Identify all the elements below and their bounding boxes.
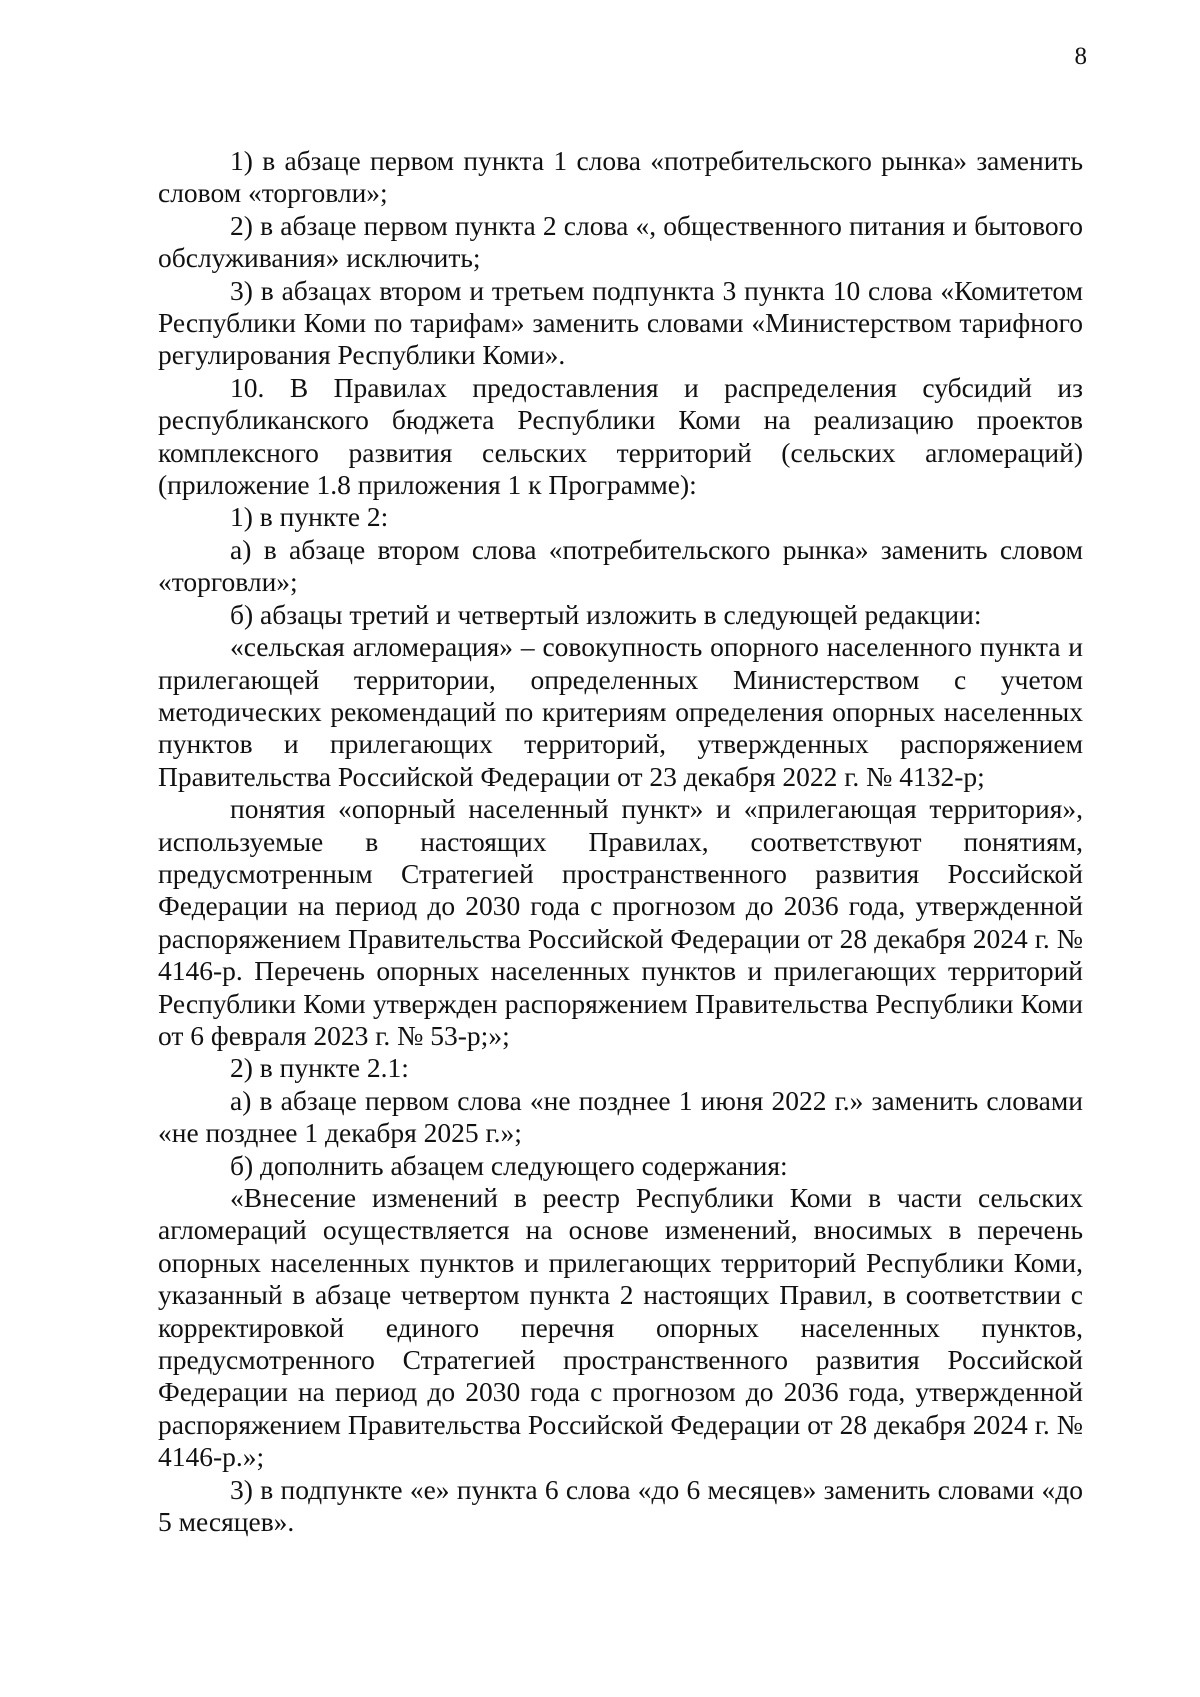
paragraph: «Внесение изменений в реестр Республики Коми в части сельских агломераций осуществляется на основе изменений, вносимых в перечень опорных населенных пунктов и прилегающих территорий Республики Коми, указанный в абзаце четвертом пункта 2 настоящих Правил, в соответствии с корректировкой единого перечня опорных населенных пунктов, предусмотренного Стратегией пространственного развития Российской Федерации на период до 2030 года с прогнозом до 2036 года, утвержденной распоряжением Правительства Российской Федерации от 28 декабря 2024 г. № 4146-р.»;: [158, 1182, 1083, 1473]
paragraph: 2) в пункте 2.1:: [230, 1052, 409, 1084]
page-number: 8: [1074, 43, 1087, 70]
paragraph: 1) в абзаце первом пункта 1 слова «потребительского рынка» заменить словом «торговли»;: [158, 145, 1083, 209]
paragraph: понятия «опорный населенный пункт» и «прилегающая территория», используемые в настоящих Правилах, соответствуют понятиям, предусмотренным Стратегией пространственного развития Российской Федерации на период до 2030 года с прогнозом до 2036 года, утвержденной распоряжением Правительства Российской Федерации от 28 декабря 2024 г. № 4146-р. Перечень опорных населенных пунктов и прилегающих территорий Республики Коми утвержден распоряжением Правительства Республики Коми от 6 февраля 2023 г. № 53-р;»;: [158, 793, 1083, 1051]
paragraph: 3) в абзацах втором и третьем подпункта 3 пункта 10 слова «Комитетом Республики Коми по тарифам» заменить словами «Министерством тарифного регулирования Республики Коми».: [158, 274, 1083, 371]
paragraph: а) в абзаце первом слова «не позднее 1 июня 2022 г.» заменить словами «не позднее 1 декабря 2025 г.»;: [158, 1084, 1083, 1149]
paragraph: б) абзацы третий и четвертый изложить в следующей редакции:: [230, 598, 982, 630]
paragraph: б) дополнить абзацем следующего содержания:: [230, 1149, 788, 1181]
paragraph: а) в абзаце втором слова «потребительского рынка» заменить словом «торговли»;: [158, 533, 1083, 598]
document-body: [158, 145, 1083, 1538]
paragraph: 2) в абзаце первом пункта 2 слова «, общественного питания и бытового обслуживания» исключить;: [158, 209, 1083, 274]
paragraph: «сельская агломерация» – совокупность опорного населенного пункта и прилегающей территории, определенных Министерством с учетом методических рекомендаций по критериям определения опорных населенных пунктов и прилегающих территорий, утвержденных распоряжением Правительства Российской Федерации от 23 декабря 2022 г. № 4132-р;: [158, 631, 1083, 792]
paragraph: 3) в подпункте «е» пункта 6 слова «до 6 месяцев» заменить словами «до 5 месяцев».: [158, 1473, 1083, 1538]
paragraph: 1) в пункте 2:: [230, 501, 389, 533]
paragraph: 10. В Правилах предоставления и распределения субсидий из республиканского бюджета Республики Коми на реализацию проектов комплексного развития сельских территорий (сельских агломераций) (приложение 1.8 приложения 1 к Программе):: [158, 371, 1083, 501]
